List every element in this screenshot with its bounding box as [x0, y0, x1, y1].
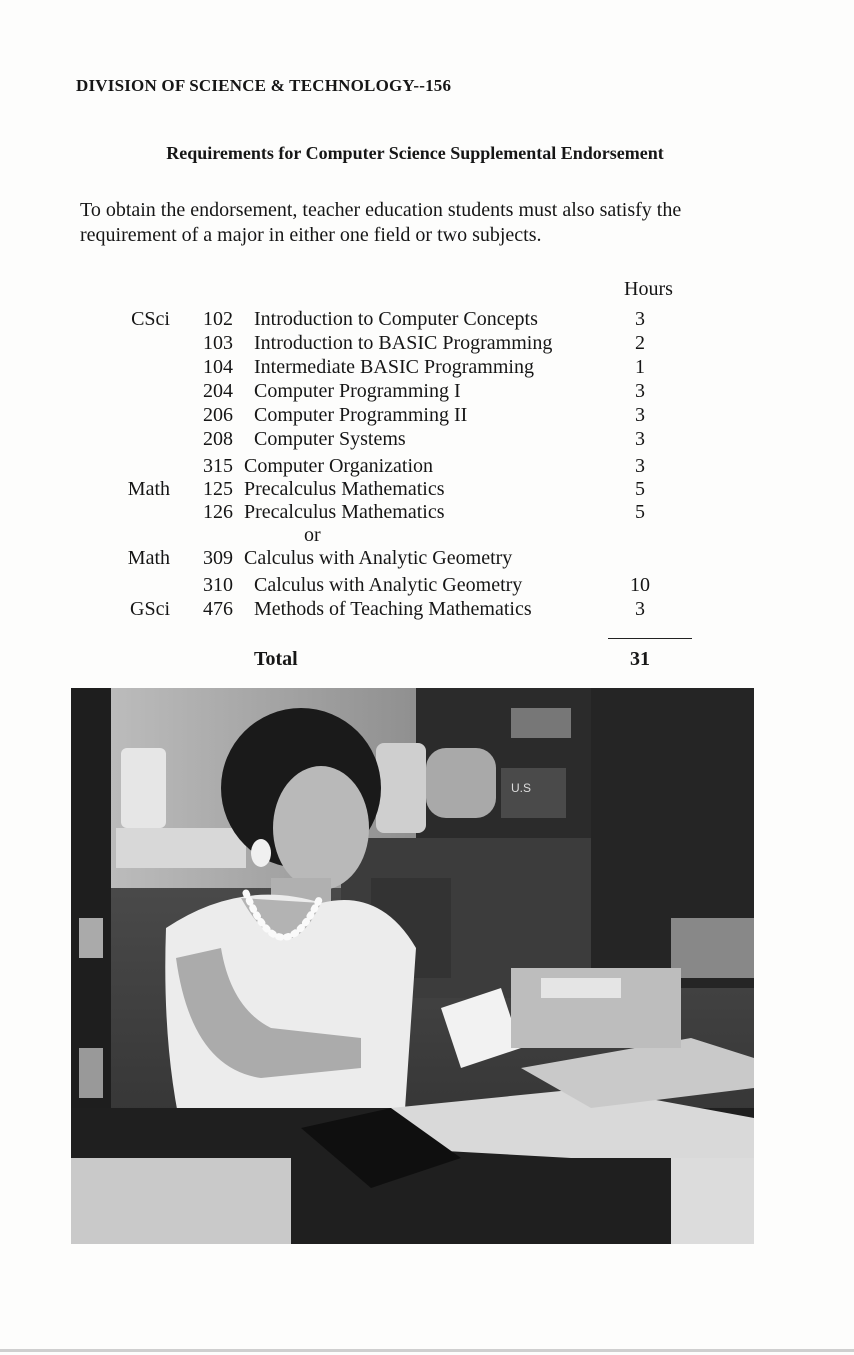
- course-number: 206: [203, 404, 233, 426]
- total-rule: [608, 638, 692, 639]
- course-number: 208: [203, 428, 233, 450]
- course-title: Computer Systems: [254, 428, 406, 450]
- course-hours: 5: [635, 478, 645, 500]
- course-row: [0, 547, 854, 571]
- course-dept: Math: [127, 478, 170, 500]
- course-number: 315: [203, 455, 233, 477]
- total-hours: 31: [630, 648, 650, 670]
- course-number: 103: [203, 332, 233, 354]
- course-title: Introduction to Computer Concepts: [254, 308, 538, 330]
- course-title: or: [304, 524, 321, 546]
- course-title: Computer Programming I: [254, 380, 461, 402]
- intro-paragraph: To obtain the endorsement, teacher education students must also satisfy the requirement of a major in either one field or two subjects.: [80, 199, 682, 246]
- course-title: Introduction to BASIC Programming: [254, 332, 553, 354]
- course-number: 476: [203, 598, 233, 620]
- course-row: [0, 428, 854, 452]
- course-row: [0, 478, 854, 502]
- section-title: Requirements for Computer Science Supplemental Endorsement: [166, 143, 664, 163]
- course-dept: Math: [127, 547, 170, 569]
- photo-tin-label: U.S: [511, 781, 532, 795]
- total-label: Total: [254, 648, 298, 670]
- course-row: [0, 574, 854, 598]
- course-hours: 1: [635, 356, 645, 378]
- course-row: [0, 332, 854, 356]
- course-dept: CSci: [131, 308, 170, 330]
- course-title: Methods of Teaching Mathematics: [254, 598, 532, 620]
- course-hours: 2: [635, 332, 645, 354]
- course-hours: 3: [635, 404, 645, 426]
- course-number: 104: [203, 356, 233, 378]
- course-hours: 3: [635, 428, 645, 450]
- course-title: Precalculus Mathematics: [244, 501, 445, 523]
- page-bottom-edge: [0, 1349, 854, 1352]
- course-row: [0, 356, 854, 380]
- course-title: Computer Organization: [244, 455, 434, 477]
- course-number: 125: [203, 478, 233, 500]
- course-number: 102: [203, 308, 233, 330]
- course-title: Calculus with Analytic Geometry: [244, 547, 513, 569]
- course-row: [0, 308, 854, 332]
- course-row: [0, 524, 854, 548]
- course-row: [0, 380, 854, 404]
- course-title: Precalculus Mathematics: [244, 478, 445, 500]
- course-hours: 3: [635, 380, 645, 402]
- course-title: Calculus with Analytic Geometry: [254, 574, 523, 596]
- course-hours: 5: [635, 501, 645, 523]
- course-row: [0, 404, 854, 428]
- course-dept: GSci: [130, 598, 170, 620]
- course-row: [0, 455, 854, 479]
- hours-column-header: Hours: [624, 278, 673, 300]
- course-hours: 3: [635, 598, 645, 620]
- course-number: 204: [203, 380, 233, 402]
- course-number: 309: [203, 547, 233, 569]
- course-row: [0, 501, 854, 525]
- course-hours: 10: [630, 574, 650, 596]
- course-hours: 3: [635, 308, 645, 330]
- course-title: Intermediate BASIC Programming: [254, 356, 534, 378]
- page-header: DIVISION OF SCIENCE & TECHNOLOGY--156: [76, 76, 452, 95]
- course-number: 126: [203, 501, 233, 523]
- office-photo: [71, 688, 754, 1244]
- course-number: 310: [203, 574, 233, 596]
- course-row: [0, 598, 854, 622]
- course-title: Computer Programming II: [254, 404, 468, 426]
- course-hours: 3: [635, 455, 645, 477]
